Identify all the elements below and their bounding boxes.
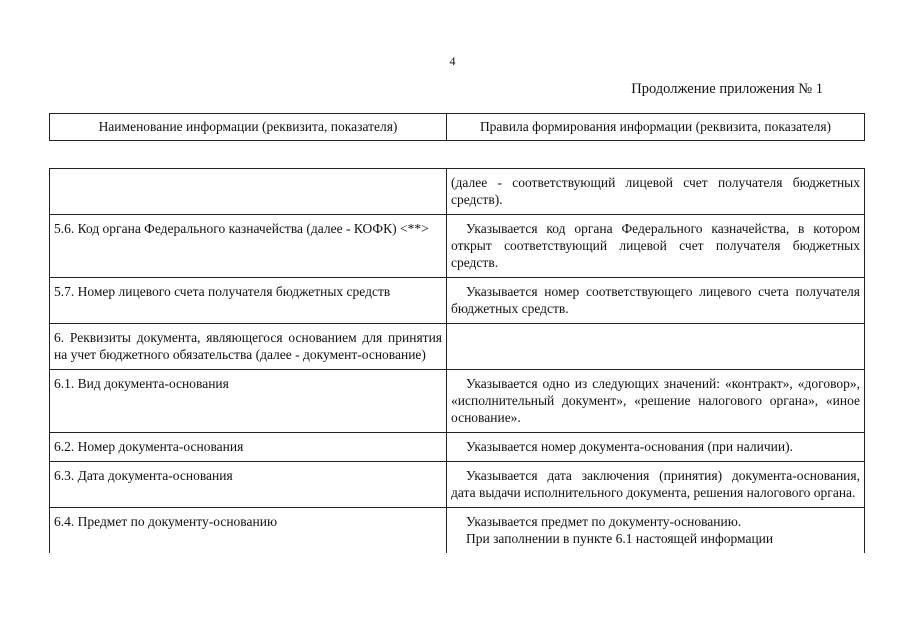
header-row — [50, 114, 865, 141]
column-header-table — [49, 113, 865, 141]
row-rule-cell — [447, 278, 865, 324]
table-row — [50, 324, 865, 370]
row-name-cell: 6.4. Предмет по документу-основанию — [50, 508, 447, 554]
row-rule-cell — [447, 169, 865, 215]
table-row — [50, 462, 865, 508]
table-row — [50, 215, 865, 278]
row-rule-cell — [447, 370, 865, 433]
header-col-name: Наименование информации (реквизита, показателя) — [50, 114, 447, 141]
table-row — [50, 508, 865, 554]
appendix-continuation-note: Продолжение приложения № 1 — [631, 81, 823, 97]
table-row — [50, 169, 865, 215]
rule-text: Указывается номер документа-основания (при наличии). — [466, 439, 793, 454]
row-rule-cell — [447, 215, 865, 278]
page-number: 4 — [449, 54, 456, 68]
row-name-cell: 6.2. Номер документа-основания — [50, 433, 447, 462]
rule-text: Указывается предмет по документу-основанию. — [466, 514, 742, 529]
row-name-cell: 6.3. Дата документа-основания — [50, 462, 447, 508]
row-rule-cell — [447, 433, 865, 462]
rule-text: Указывается одно из следующих значений: «контракт», «договор», «исполнительный документ», «решение налогового органа», «иное основание». — [451, 376, 860, 425]
requisites-table — [49, 168, 865, 553]
rule-text: Указывается код органа Федерального казначейства, в котором открыт соответствующий лицевой счет получателя бюджетных средств. — [451, 221, 860, 270]
table-row — [50, 370, 865, 433]
rule-text: (далее - соответствующий лицевой счет получателя бюджетных средств). — [451, 175, 860, 207]
row-name-cell: 5.7. Номер лицевого счета получателя бюджетных средств — [50, 278, 447, 324]
row-name-cell: 6.1. Вид документа-основания — [50, 370, 447, 433]
rule-text: При заполнении в пункте 6.1 настоящей информации — [466, 531, 774, 546]
rule-text: Указывается номер соответствующего лицевого счета получателя бюджетных средств. — [451, 284, 860, 316]
row-rule-cell — [447, 324, 865, 370]
table-row — [50, 433, 865, 462]
row-rule-cell — [447, 508, 865, 554]
table-row — [50, 278, 865, 324]
row-name-cell — [50, 169, 447, 215]
header-col-rules: Правила формирования информации (реквизита, показателя) — [447, 114, 865, 141]
rule-text: Указывается дата заключения (принятия) документа-основания, дата выдачи исполнительного документа, решения налогового органа. — [451, 468, 860, 500]
row-name-cell: 6. Реквизиты документа, являющегося основанием для принятия на учет бюджетного обязательства (далее - документ-основание) — [50, 324, 447, 370]
row-name-cell: 5.6. Код органа Федерального казначейства (далее - КОФК) <**> — [50, 215, 447, 278]
row-rule-cell — [447, 462, 865, 508]
